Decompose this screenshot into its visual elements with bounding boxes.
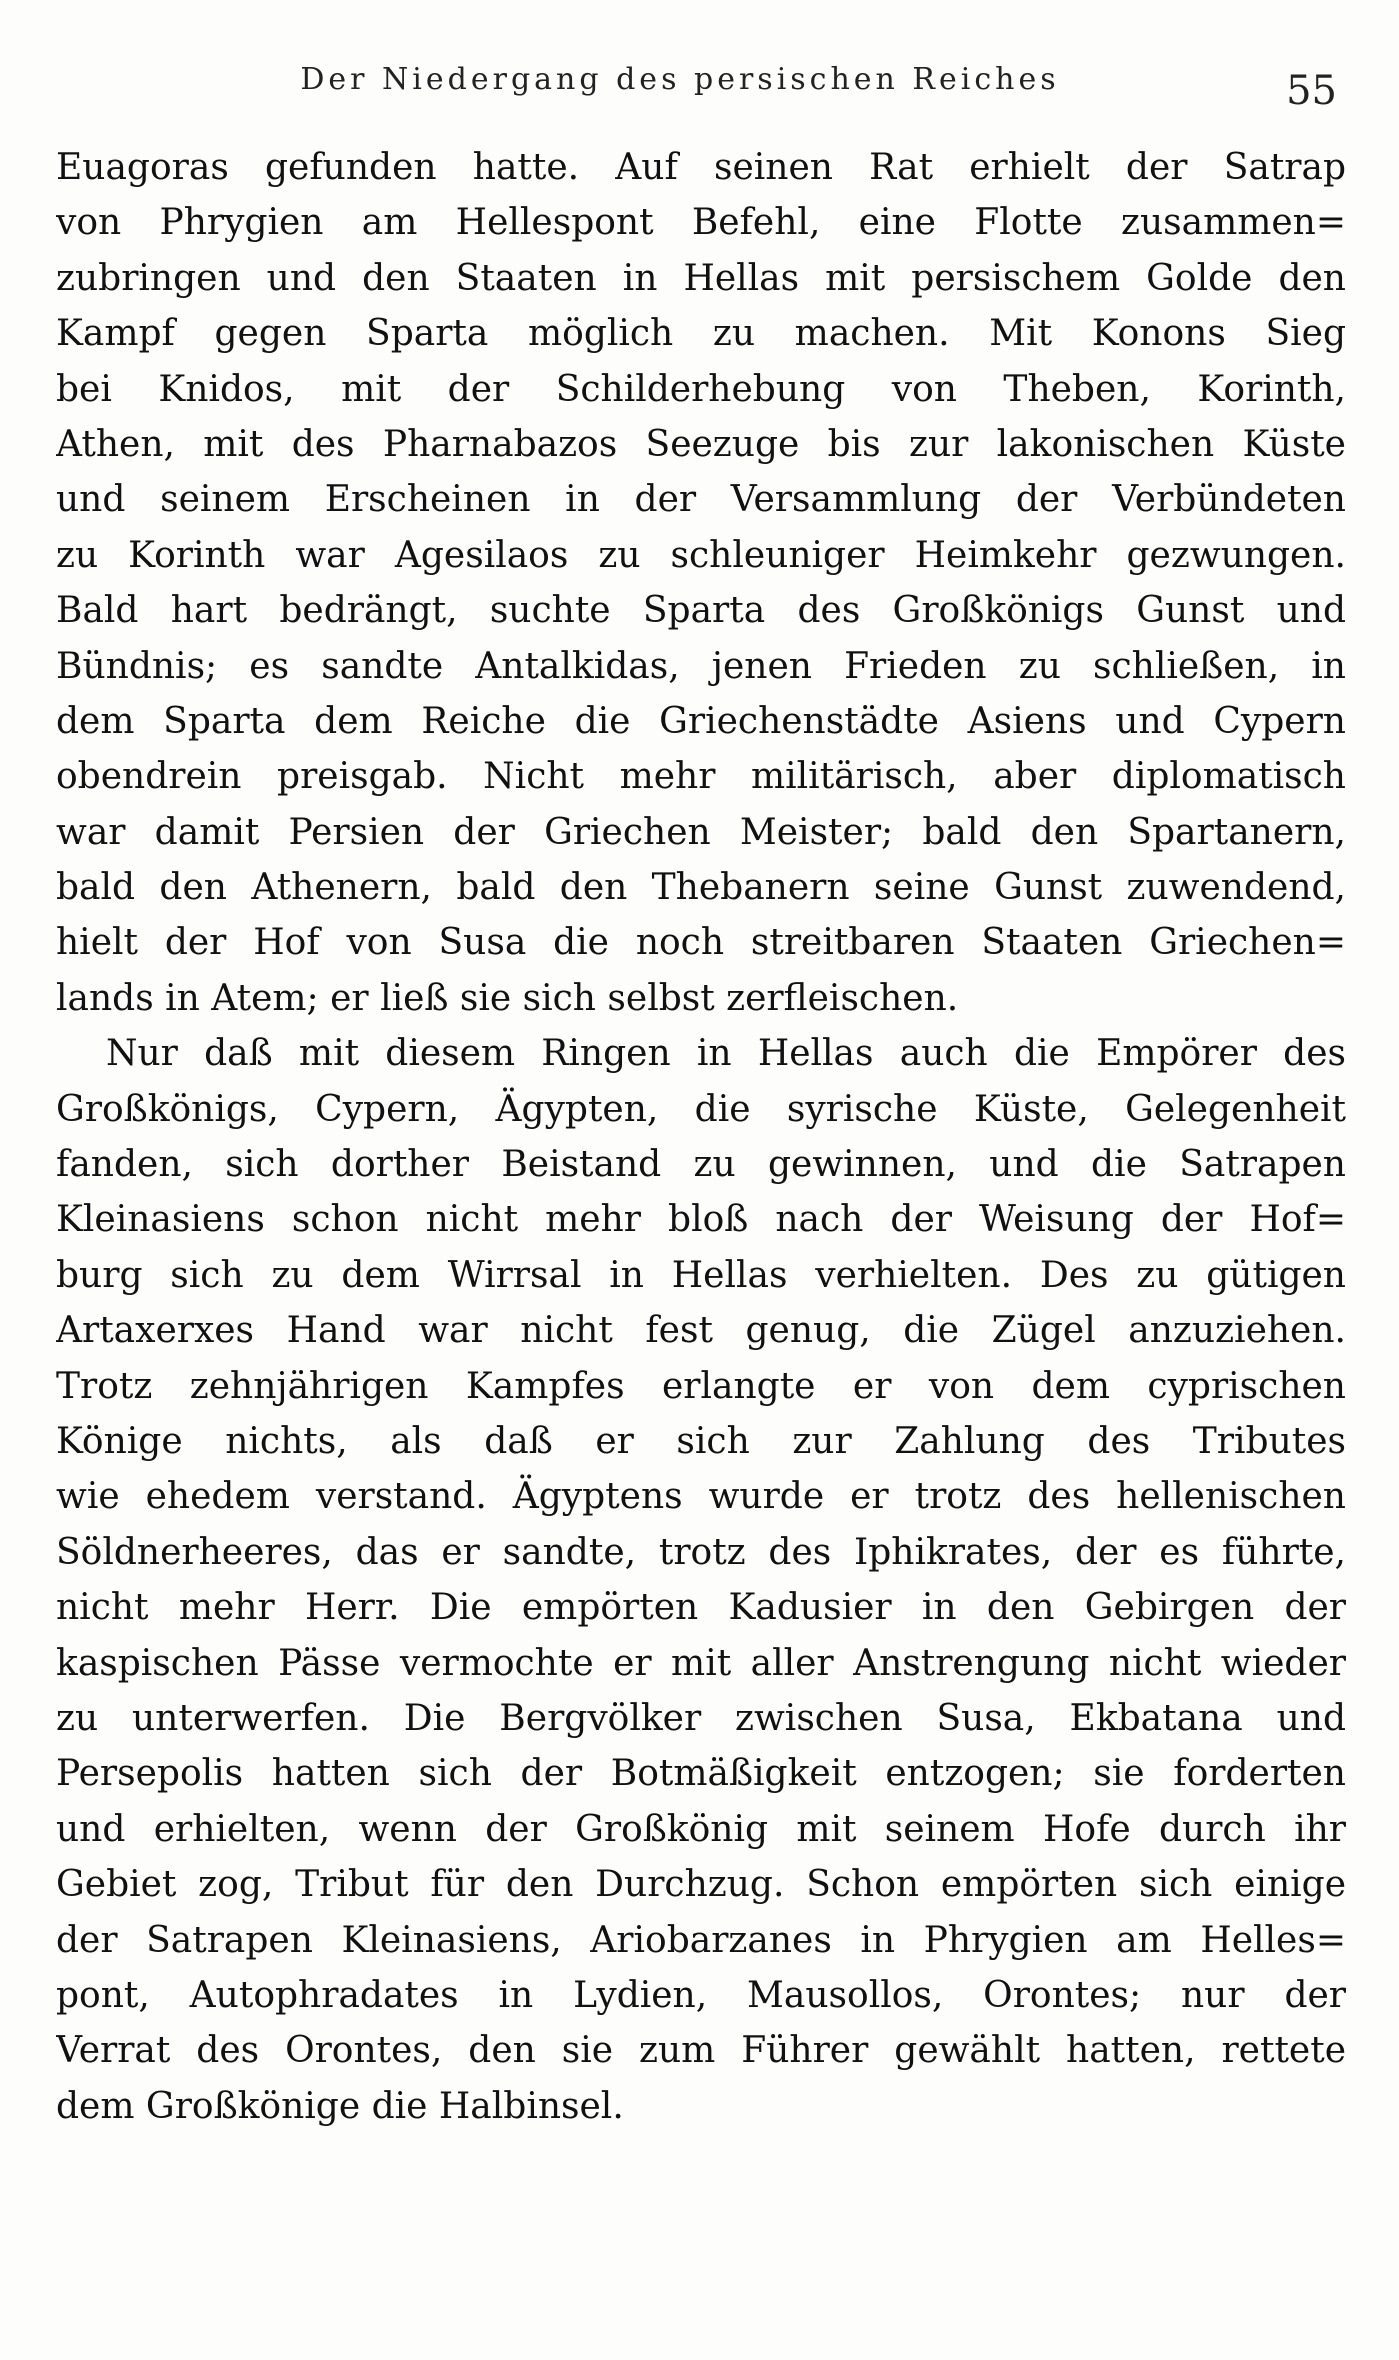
text-line: zu Korinth war Agesilaos zu schleuniger Heimkehr gezwungen. xyxy=(56,534,1346,576)
text-line: Bald hart bedrängt, suchte Sparta des Großkönigs Gunst und xyxy=(56,590,1346,632)
text-line: dem Sparta dem Reiche die Griechenstädte Asiens und Cypern xyxy=(56,700,1346,742)
text-line: nicht mehr Herr. Die empörten Kadusier in den Gebirgen der xyxy=(56,1587,1346,1629)
text-line: der Satrapen Kleinasiens, Ariobarzanes in Phrygien am Helles= xyxy=(56,1919,1346,1961)
text-line: und seinem Erscheinen in der Versammlung der Verbündeten xyxy=(56,479,1346,521)
paragraph-2 xyxy=(56,1026,1346,2134)
text-line: von Phrygien am Hellespont Befehl, eine Flotte zusammen= xyxy=(56,202,1346,244)
text-line: zubringen und den Staaten in Hellas mit persischem Golde den xyxy=(56,257,1346,299)
text-line: Persepolis hatten sich der Botmäßigkeit entzogen; sie forderten xyxy=(56,1753,1346,1795)
text-line: hielt der Hof von Susa die noch streitbaren Staaten Griechen= xyxy=(56,922,1346,964)
text-line: Athen, mit des Pharnabazos Seezuge bis zur lakonischen Küste xyxy=(56,423,1346,465)
text-line: bald den Athenern, bald den Thebanern seine Gunst zuwendend, xyxy=(56,867,1346,909)
text-line: Artaxerxes Hand war nicht fest genug, die Zügel anzuziehen. xyxy=(56,1310,1346,1352)
text-line: und erhielten, wenn der Großkönig mit seinem Hofe durch ihr xyxy=(56,1808,1346,1850)
text-line: Bündnis; es sandte Antalkidas, jenen Frieden zu schließen, in xyxy=(56,645,1346,687)
text-line: Könige nichts, als daß er sich zur Zahlung des Tributes xyxy=(56,1420,1346,1462)
text-line: war damit Persien der Griechen Meister; bald den Spartanern, xyxy=(56,811,1346,853)
page-number: 55 xyxy=(1286,68,1337,114)
text-line: Kleinasiens schon nicht mehr bloß nach der Weisung der Hof= xyxy=(56,1199,1346,1241)
body-text xyxy=(56,140,1346,2134)
text-line: Euagoras gefunden hatte. Auf seinen Rat erhielt der Satrap xyxy=(56,147,1346,188)
text-line: zu unterwerfen. Die Bergvölker zwischen Susa, Ekbatana und xyxy=(56,1697,1346,1739)
text-line: Verrat des Orontes, den sie zum Führer gewählt hatten, rettete xyxy=(56,2030,1346,2072)
text-line: burg sich zu dem Wirrsal in Hellas verhielten. Des zu gütigen xyxy=(56,1254,1346,1296)
text-line: pont, Autophradates in Lydien, Mausollos, Orontes; nur der xyxy=(56,1974,1346,2016)
text-line: fanden, sich dorther Beistand zu gewinnen, und die Satrapen xyxy=(56,1144,1346,1186)
text-line: Söldnerheeres, das er sandte, trotz des Iphikrates, der es führte, xyxy=(56,1531,1346,1573)
text-line: obendrein preisgab. Nicht mehr militärisch, aber diplomatisch xyxy=(56,756,1346,798)
text-line: wie ehedem verstand. Ägyptens wurde er trotz des hellenischen xyxy=(56,1476,1346,1518)
text-line: Trotz zehnjährigen Kampfes erlangte er von dem cyprischen xyxy=(56,1365,1346,1407)
paragraph-1 xyxy=(56,140,1346,1026)
running-head: Der Niedergang des persischen Reiches xyxy=(300,62,1060,97)
text-line: lands in Atem; er ließ sie sich selbst zerfleischen. xyxy=(56,977,959,1019)
text-line: dem Großkönige die Halbinsel. xyxy=(56,2085,624,2127)
text-line: Kampf gegen Sparta möglich zu machen. Mit Konons Sieg xyxy=(56,313,1346,355)
text-line: kaspischen Pässe vermochte er mit aller Anstrengung nicht wieder xyxy=(56,1642,1346,1684)
text-line: Gebiet zog, Tribut für den Durchzug. Schon empörten sich einige xyxy=(56,1864,1346,1906)
text-line: bei Knidos, mit der Schilderhebung von Theben, Korinth, xyxy=(56,368,1346,410)
text-line: Großkönigs, Cypern, Ägypten, die syrische Küste, Gelegenheit xyxy=(56,1088,1346,1130)
text-line: Nur daß mit diesem Ringen in Hellas auch die Empörer des xyxy=(106,1033,1346,1075)
